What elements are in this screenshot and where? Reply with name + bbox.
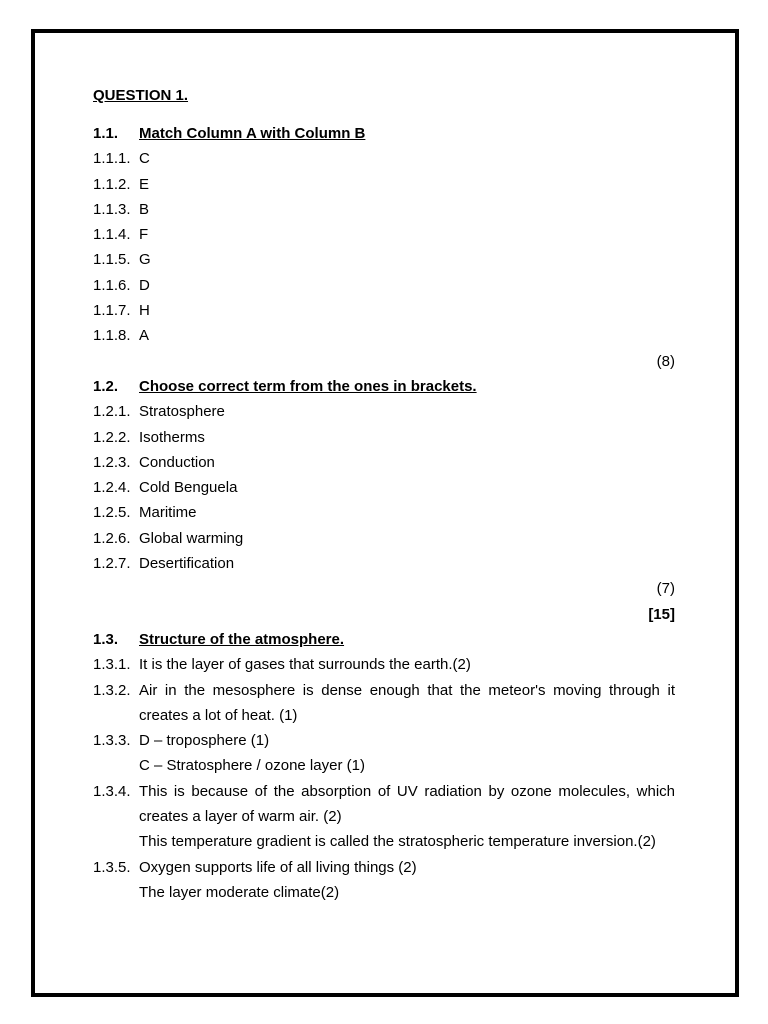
answer-row [93,425,675,450]
answer-number: 1.2.5. [93,504,131,522]
answer-row [93,247,675,272]
answer-row [93,728,675,753]
answer-text: This is because of the absorption of UV radiation by ozone molecules, which creates a layer of warm air. (2) [139,782,675,826]
answer-text: Maritime [139,504,197,522]
answer-text: F [139,226,149,244]
answer-number: 1.3.5. [93,858,131,876]
answer-row [93,500,675,525]
answer-text: Stratosphere [139,403,225,421]
answer-number: 1.2.3. [93,453,131,471]
answer-number: 1.3.2. [93,681,131,699]
answer-continuation: This temperature gradient is called the stratospheric temperature inversion.(2) [139,833,656,851]
answer-number: 1.1.8. [93,327,131,345]
answer-row [93,779,675,830]
answer-text: C [139,150,150,168]
answer-text: Cold Benguela [139,479,238,497]
section-title: Structure of the atmosphere. [139,630,345,648]
answer-row [93,678,675,729]
answer-row [93,450,675,475]
answer-text: A [139,327,150,345]
answer-row [93,222,675,247]
answer-row [93,855,675,880]
answer-row [93,323,675,348]
answer-text: Isotherms [139,428,205,446]
answer-row [93,197,675,222]
answer-row [93,551,675,576]
answer-number: 1.2.1. [93,403,131,421]
answer-text: Desertification [139,555,235,573]
answer-text: It is the layer of gases that surrounds the earth.(2) [139,656,471,674]
section-number: 1.2. [93,377,119,395]
answer-text: Air in the mesosphere is dense enough that the meteor's moving through it creates a lot of heat. (1) [139,681,675,724]
answer-number: 1.1.6. [93,276,131,294]
answer-text: Conduction [139,453,215,471]
answer-number: 1.1.5. [93,251,131,269]
answer-number: 1.2.7. [93,555,131,573]
section-marks: (8) [656,352,675,370]
answer-row [93,399,675,424]
section-heading-1-2 [93,374,675,399]
answer-number: 1.2.2. [93,428,131,446]
answer-row [93,146,675,171]
section-heading-1-1 [93,121,675,146]
answer-sheet [93,86,675,905]
answer-number: 1.3.4. [93,782,131,800]
answer-row [93,172,675,197]
answer-row [93,273,675,298]
answer-number: 1.1.2. [93,175,131,193]
answer-number: 1.3.3. [93,732,131,750]
answer-row [93,298,675,323]
answer-text: G [139,251,151,269]
answer-text: B [139,200,150,218]
page-title: QUESTION 1. [93,87,189,104]
answer-row [93,526,675,551]
answer-text: D – troposphere (1) [139,732,270,750]
section-marks: (7) [656,580,675,598]
section-title: Match Column A with Column B [139,125,366,142]
section-title: Choose correct term from the ones in brackets. [139,377,477,395]
answer-text: Oxygen supports life of all living things (2) [139,858,417,876]
answer-text: Global warming [139,529,244,547]
answer-number: 1.1.1. [93,150,131,168]
answer-row [93,652,675,677]
answer-continuation: The layer moderate climate(2) [139,883,340,901]
answer-text: E [139,175,150,193]
answer-number: 1.2.6. [93,529,131,547]
section-number: 1.1. [93,125,119,142]
answer-text: H [139,302,150,320]
answer-number: 1.1.3. [93,200,131,218]
question-total: [15] [648,605,675,623]
answer-number: 1.2.4. [93,479,131,497]
section-heading-1-3 [93,627,675,652]
answer-row [93,475,675,500]
section-number: 1.3. [93,630,119,648]
answer-text: D [139,276,150,294]
answer-number: 1.1.4. [93,226,131,244]
answer-continuation: C – Stratosphere / ozone layer (1) [139,757,365,775]
answer-number: 1.3.1. [93,656,131,674]
answer-number: 1.1.7. [93,302,131,320]
